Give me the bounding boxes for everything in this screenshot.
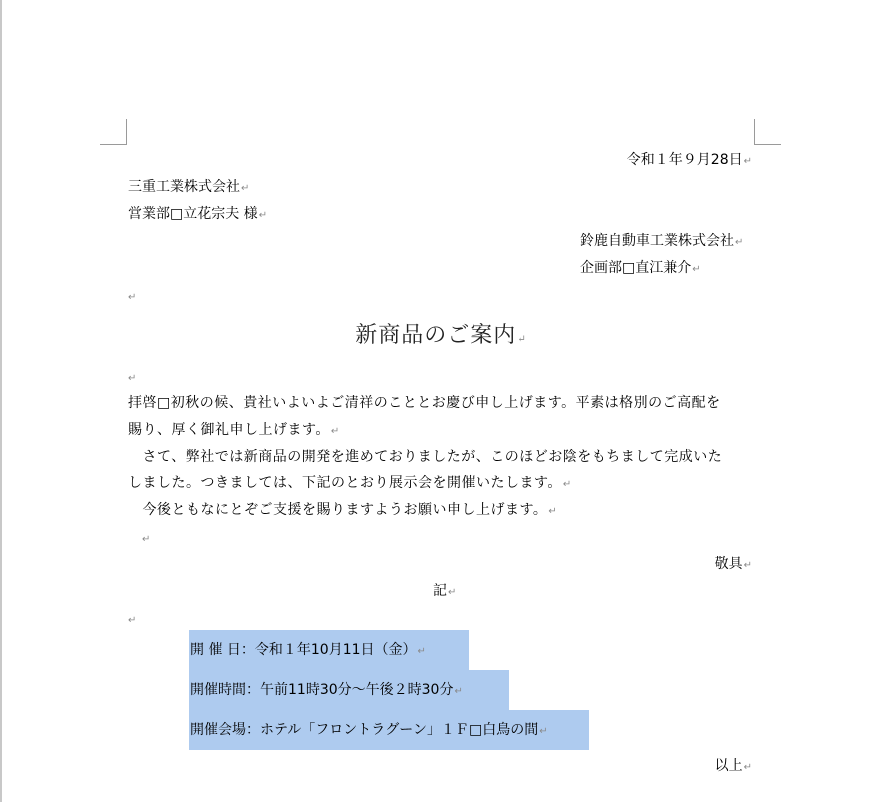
document-title: 新商品のご案内 <box>355 323 517 348</box>
paragraph-mark-icon: ↵ <box>743 560 752 571</box>
paragraph-mark-icon: ↵ <box>562 479 572 490</box>
body-line-2[interactable] <box>128 421 340 439</box>
date-line[interactable] <box>560 151 752 169</box>
paragraph-mark-icon: ↵ <box>743 156 752 167</box>
body-line-1[interactable] <box>128 394 721 412</box>
paragraph-mark-icon: ↵ <box>128 373 137 384</box>
detail-date-text: 開 催 日：令和１年10月11日（金） <box>190 642 417 658</box>
body-line-3[interactable] <box>128 448 722 466</box>
paragraph-mark-icon: ↵ <box>241 183 250 194</box>
end-mark: 以上 <box>714 758 743 774</box>
paragraph-mark-icon: ↵ <box>128 292 137 303</box>
paragraph-mark-icon: ↵ <box>417 646 426 657</box>
body-text-3: さて、弊社では新商品の開発を進めておりましたが、このほどお陰をもちまして完成いた <box>128 449 723 465</box>
detail-date[interactable] <box>190 641 426 661</box>
date-text: 令和１年９月28日 <box>626 152 743 168</box>
paragraph-mark-icon: ↵ <box>258 210 268 221</box>
end-mark-line[interactable] <box>640 757 752 775</box>
record-heading: 記 <box>433 583 447 599</box>
empty-paragraph[interactable] <box>128 287 136 305</box>
paragraph-mark-icon: ↵ <box>128 615 137 626</box>
paragraph-mark-icon: ↵ <box>517 334 527 345</box>
sender-company-line[interactable] <box>580 232 743 250</box>
detail-time-text: 開催時間：午前11時30分～午後２時30分 <box>190 682 454 698</box>
crop-mark-top-right <box>754 119 781 145</box>
body-text-5: 今後ともなにとぞご支援を賜りますようお願い申し上げます。 <box>128 502 548 518</box>
body-text-2: 賜り、厚く御礼申し上げます。 <box>128 422 330 438</box>
paragraph-mark-icon: ↵ <box>142 534 151 545</box>
paragraph-mark-icon: ↵ <box>692 264 701 275</box>
empty-paragraph[interactable] <box>128 368 136 386</box>
sender-person: 企画部□直江兼介 <box>580 260 692 276</box>
sender-person-line[interactable] <box>580 259 701 277</box>
empty-paragraph[interactable] <box>128 610 136 628</box>
recipient-person: 営業部□立花宗夫 様 <box>128 206 258 222</box>
crop-mark-top-left <box>100 119 127 145</box>
body-line-4[interactable] <box>128 474 572 492</box>
paragraph-mark-icon: ↵ <box>735 237 744 248</box>
record-heading-line[interactable] <box>433 582 456 600</box>
paragraph-mark-icon: ↵ <box>454 686 463 697</box>
detail-time[interactable] <box>190 681 463 701</box>
detail-venue-text: 開催会場：ホテル「フロントラグーン」１Ｆ□白鳥の間 <box>190 722 539 738</box>
paragraph-mark-icon: ↵ <box>448 587 457 598</box>
paragraph-mark-icon: ↵ <box>330 426 340 437</box>
recipient-company: 三重工業株式会社 <box>128 179 240 195</box>
body-text-1: 拝啓□初秋の候、貴社いよいよご清祥のこととお慶び申し上げます。平素は格別のご高配を <box>128 395 721 411</box>
closing-text: 敬具 <box>714 556 743 572</box>
paragraph-mark-icon: ↵ <box>743 762 752 773</box>
sender-company: 鈴鹿自動車工業株式会社 <box>580 233 734 249</box>
body-text-4: しました。つきましては、下記のとおり展示会を開催いたします。 <box>128 475 562 491</box>
detail-venue[interactable] <box>190 721 548 741</box>
recipient-company-line[interactable] <box>128 178 249 196</box>
paragraph-mark-icon: ↵ <box>539 726 548 737</box>
recipient-person-line[interactable] <box>128 205 267 223</box>
document-title-line[interactable] <box>128 322 754 350</box>
body-line-5[interactable] <box>128 501 557 519</box>
paragraph-mark-icon: ↵ <box>548 506 558 517</box>
empty-paragraph[interactable] <box>142 529 150 547</box>
closing-line[interactable] <box>640 555 752 573</box>
window-left-border <box>0 0 2 802</box>
